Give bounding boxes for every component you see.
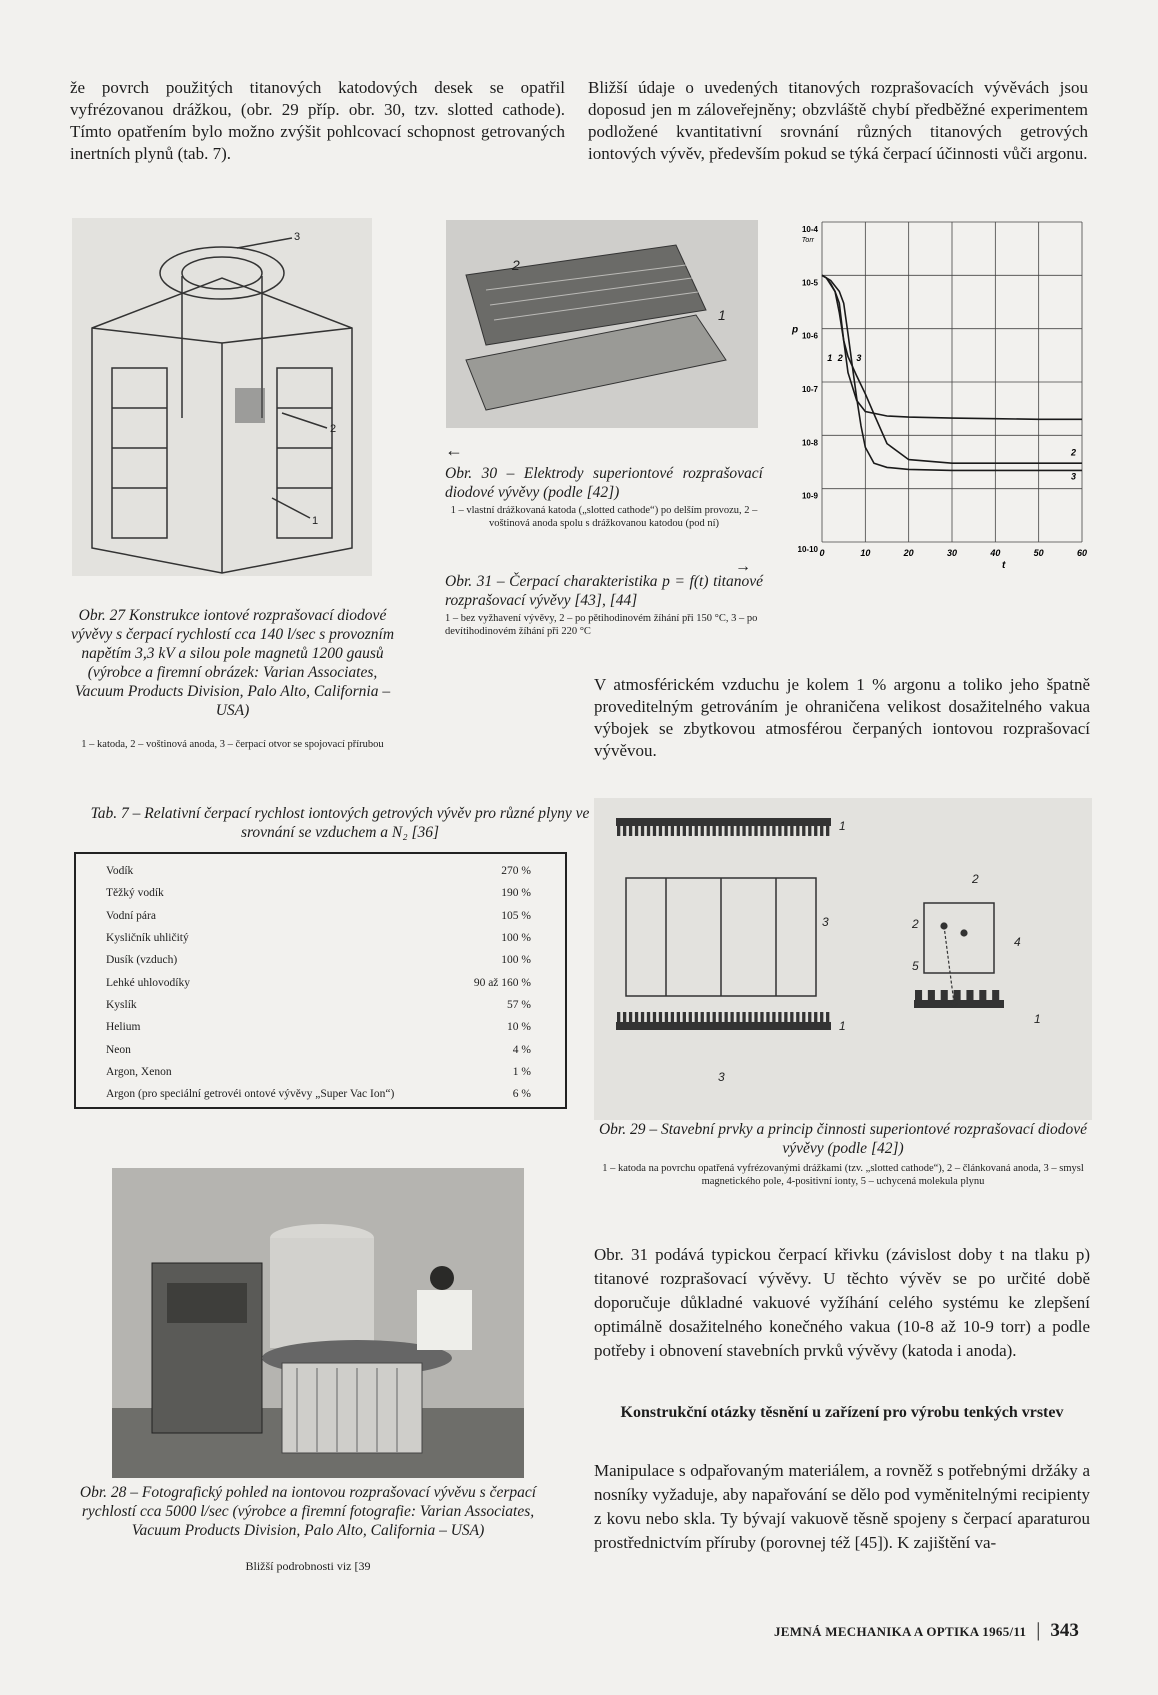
fig30-note: 1 – vlastní drážkovaná katoda („slotted cathode“) po delším provozu, 2 – voštinová anoda spolu s drážkovanou katodou (pod ní) xyxy=(450,505,758,529)
chart31-x-tick: 40 xyxy=(990,548,1001,558)
tab7-gas: Neon xyxy=(106,1043,131,1056)
tab7-row xyxy=(106,1061,535,1083)
chart31-y-tick: 10-5 xyxy=(801,278,818,288)
fig29-label-4: 4 xyxy=(1014,935,1021,949)
tab7-caption: Tab. 7 – Relativní čerpací rychlost iontových getrových vývěv pro různé plyny ve srovnání se vzduchem a N₂ [36] xyxy=(90,805,590,841)
chart31-y-unit: Torr xyxy=(801,237,814,244)
intro-right-text: Bližší údaje o uvedených titanových rozprašovacích vývěvách jsou doposud jen m záloveřejněny; obzvláště chybí předběžné experimentem podložené kvantitativní srovnání různých titanových getrových iontových vývěv, především pokud se týká čerpací účinnosti vůči argonu. xyxy=(588,78,1088,163)
chart31-y-tick: 10-6 xyxy=(801,331,818,341)
fig29-label-2b: 2 xyxy=(912,917,919,931)
tab7-row xyxy=(106,882,535,904)
journal-name: JEMNÁ MECHANIKA A OPTIKA 1965/11 xyxy=(774,1624,1027,1639)
fig31-caption: Obr. 31 – Čerpací charakteristika p = f(t) titanové rozprašovací vývěvy [43], [44] xyxy=(445,573,763,609)
chart31-series-end-label: 3 xyxy=(1070,471,1076,482)
page-number: 343 xyxy=(1050,1620,1079,1641)
tab7-gas: Kysličník uhličitý xyxy=(106,932,189,945)
chart31-series-end-label: 2 xyxy=(1070,447,1076,458)
tab7-row xyxy=(106,905,535,927)
fig30-photo xyxy=(446,220,758,428)
fig30-electrodes-photo xyxy=(446,220,758,428)
chart31-y-tick: 10-9 xyxy=(801,491,818,501)
fig30-arrow: ← xyxy=(445,440,463,460)
footer-separator: | xyxy=(1036,1619,1041,1641)
tab7-value: 4 % xyxy=(512,1043,531,1056)
fig27-pump-cutaway xyxy=(72,218,372,576)
tab7-table xyxy=(106,860,535,1105)
tab7-value: 100 % xyxy=(501,932,531,945)
fig28-photo xyxy=(112,1168,524,1478)
fig31-arrow: → xyxy=(735,558,751,575)
chart31-x-tick: 0 xyxy=(819,548,825,558)
fig31-pumping-curve-chart xyxy=(782,212,1092,572)
fig29-label-5: 5 xyxy=(912,959,919,973)
tab7-value: 57 % xyxy=(507,998,531,1011)
atmosphere-paragraph: V atmosférickém vzduchu je kolem 1 % argonu a toliko jeho špatně proveditelným getrováním je ohraničena velikost dosažitelného vakua výbojek se zbytkovou atmosférou čerpaných iontovou rozprašovací vývěvou. xyxy=(594,675,1090,760)
fig30-label-1: 1 xyxy=(718,307,726,323)
tab7-row xyxy=(106,971,535,993)
fig27-note: 1 – katoda, 2 – voštinová anoda, 3 – čerpací otvor se spojovací přírubou xyxy=(81,739,384,750)
tab7-gas: Argon (pro speciální getrovéi ontové vývěvy „Super Vac Ion“) xyxy=(106,1088,395,1101)
tab7-gas: Vodík xyxy=(106,865,134,878)
intro-left-text: že povrch použitých titanových katodových desek se opatřil vyfrézovanou drážkou, (obr. 29 příp. obr. 30, tzv. slotted cathode). Tímto opatřením bylo možno zvýšit pohlcovací schopnost getrovaných inertních plynů (tab. 7). xyxy=(70,78,565,163)
tab7-gas: Kyslík xyxy=(106,998,137,1011)
fig28-note: Bližší podrobnosti viz [39 xyxy=(245,1559,371,1573)
fig29-slotted-cathode-bottom xyxy=(616,1012,831,1030)
chart31-series-label: 2 xyxy=(837,352,843,363)
tab7-gas: Dusík (vzduch) xyxy=(106,954,178,967)
tab7-value: 6 % xyxy=(512,1088,531,1101)
tab7-gas: Lehké uhlovodíky xyxy=(106,976,190,989)
fig27-label-3: 3 xyxy=(294,231,301,243)
fig30-caption: Obr. 30 – Elektrody superiontové rozprašovací diodové vývěvy (podle [42]) xyxy=(445,465,763,501)
chart31-y-label: p xyxy=(792,324,799,336)
tab7-value: 90 až 160 % xyxy=(473,976,531,989)
fig27-label-1: 1 xyxy=(312,515,319,527)
tab7-row xyxy=(106,994,535,1016)
tab7-row xyxy=(106,927,535,949)
tab7-gas: Těžký vodík xyxy=(106,887,164,900)
tab7-row xyxy=(106,1038,535,1060)
tab7-gas: Vodní pára xyxy=(106,909,156,922)
fig27-label-2: 2 xyxy=(330,423,337,435)
fig31-discussion-paragraph: Obr. 31 podává typickou čerpací křivku (závislost doby t na tlaku p) titanové rozprašovací vývěvy. U těchto vývěv se po určité době doporučuje důkladné vakuové vyžíhání celého systému ke zlepšení optimálně dosažitelného konečného vakua (10-8 až 10-9 torr) a podle potřeby i obnovení stavebních prvků vývěvy (katoda i anoda). xyxy=(594,1245,1090,1360)
tab7-value: 270 % xyxy=(501,865,531,878)
fig30-label-2: 2 xyxy=(512,257,520,273)
chart31-x-tick: 30 xyxy=(946,548,958,558)
fig31-note: 1 – bez vyžhavení vývěvy, 2 – po pětihodinovém žíhání při 150 °C, 3 – po devítihodinovém žíhání při 220 °C xyxy=(445,613,758,637)
chart31-y-tick: 10-7 xyxy=(801,385,818,394)
chart31-series-label: 3 xyxy=(856,352,862,363)
fig27-caption: Obr. 27 Konstrukce iontové rozprašovací diodové vývěvy s čerpací rychlostí cca 140 l/sec s provozním napětím 3,3 kV a silou pole magnetů 1200 gausů (výrobce a firemní obrázek: Varian Associates, Vacuum Products Division, Palo Alto, California – USA) xyxy=(70,607,395,719)
tab7-table-box xyxy=(74,852,567,1109)
chart31-series-label: 1 xyxy=(827,352,833,363)
fig29-slotted-cathode-top xyxy=(616,818,831,836)
page-footer xyxy=(774,1619,1079,1642)
fig29-label-1a: 1 xyxy=(839,819,846,833)
tab7-value: 190 % xyxy=(501,887,531,900)
fig28-caption: Obr. 28 – Fotografický pohled na iontovou rozprašovací vývěvu s čerpací rychlostí cca 5000 l/sec (výrobce a firemní fotografie: Varian Associates, Vacuum Products Division, Palo Alto, California – USA) xyxy=(79,1484,537,1539)
fig31-chart xyxy=(782,212,1092,572)
fig29-label-3a: 2 xyxy=(972,872,979,886)
fig29-label-3b: 3 xyxy=(718,1070,725,1084)
chart31-y-tick: 10-4 xyxy=(801,225,818,234)
fig29-caption: Obr. 29 – Stavební prvky a princip činnosti superiontové rozprašovací diodové vývěvy (podle [42]) xyxy=(598,1121,1088,1157)
tab7-value: 105 % xyxy=(501,909,531,922)
tab7-value: 10 % xyxy=(507,1021,531,1034)
fig29-slotted-cathode-detail xyxy=(914,990,1004,1008)
tab7-row xyxy=(106,949,535,971)
chart31-x-tick: 60 xyxy=(1076,548,1088,558)
tab7-value: 100 % xyxy=(501,954,531,967)
fig29-principle-diagram xyxy=(594,798,1092,1120)
fig29-label-2a: 3 xyxy=(822,915,829,929)
tab7-row xyxy=(106,1083,535,1105)
fig27-drawing xyxy=(72,218,372,576)
tab7-gas: Helium xyxy=(106,1021,141,1034)
tab7-row xyxy=(106,1016,535,1038)
section-heading: Konstrukční otázky těsnění u zařízení pro výrobu tenkých vrstev xyxy=(620,1404,1064,1421)
chart31-x-tick: 20 xyxy=(903,548,914,558)
fig29-label-1b: 1 xyxy=(839,1019,846,1033)
tab7-row xyxy=(106,860,535,882)
chart31-y-tick: 10-10 xyxy=(797,545,818,554)
tab7-value: 1 % xyxy=(512,1065,531,1078)
fig29-label-1c: 1 xyxy=(1034,1012,1041,1026)
sealing-paragraph: Manipulace s odpařovaným materiálem, a rovněž s potřebnými držáky a nosníky vyžaduje, aby napařování se dělo pod vyměnitelnými recipienty z kovu nebo skla. Ty bývají vakuově těsně spojeny s čerpací aparaturou prostřednictvím příruby (porovnej též [45]). K zajištění va- xyxy=(594,1461,1090,1552)
chart31-x-tick: 10 xyxy=(860,548,871,558)
chart31-x-label: t xyxy=(1002,560,1006,571)
tab7-gas: Argon, Xenon xyxy=(106,1065,172,1078)
fig29-note: 1 – katoda na povrchu opatřená vyfrézovanými drážkami (tzv. „slotted cathode“), 2 – článkovaná anoda, 3 – smysl magnetického pole, 4-positivní ionty, 5 – uchycená molekula plynu xyxy=(602,1163,1084,1187)
chart31-y-tick: 10-8 xyxy=(801,438,818,448)
fig29-drawing xyxy=(594,798,1092,1120)
fig28-pump-photo xyxy=(112,1168,524,1478)
chart31-x-tick: 50 xyxy=(1033,548,1044,558)
